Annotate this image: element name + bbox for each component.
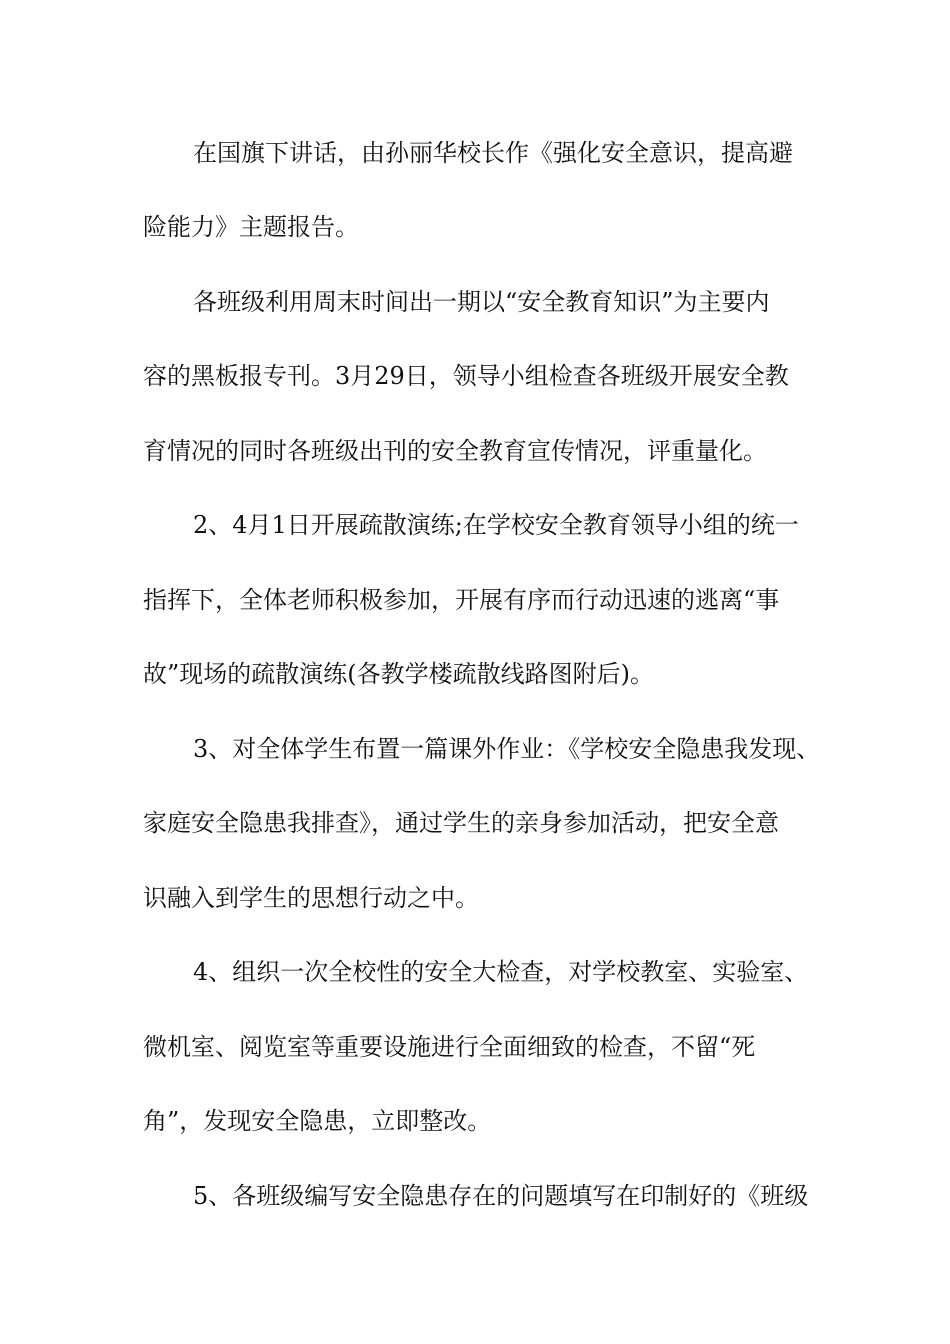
text-line: 容的黑板报专刊。3月29日，领导小组检查各班级开展安全教 — [143, 362, 789, 390]
text-line: 角”，发现安全隐患，立即整改。 — [143, 1107, 492, 1135]
text-line: 各班级利用周末时间出一期以“安全教育知识”为主要内 — [193, 288, 770, 316]
text-line: 4、组织一次全校性的安全大检查，对学校教室、实验室、 — [193, 958, 809, 986]
text-line: 险能力》主题报告。 — [143, 213, 359, 241]
text-line: 识融入到学生的思想行动之中。 — [143, 884, 479, 912]
text-line: 在国旗下讲话，由孙丽华校长作《强化安全意识，提高避 — [193, 139, 793, 167]
text-line: 指挥下，全体老师积极参加，开展有序而行动迅速的逃离“事 — [143, 586, 780, 614]
text-line: 微机室、阅览室等重要设施进行全面细致的检查，不留“死 — [143, 1033, 756, 1061]
text-line: 2、4月1日开展疏散演练;在学校安全教育领导小组的统一 — [193, 511, 799, 539]
text-line: 5、各班级编写安全隐患存在的问题填写在印制好的《班级 — [193, 1182, 809, 1210]
text-line: 故”现场的疏散演练(各教学楼疏散线路图附后)。 — [143, 660, 654, 688]
text-line: 育情况的同时各班级出刊的安全教育宣传情况，评重量化。 — [143, 437, 767, 465]
text-line: 家庭安全隐患我排查》，通过学生的亲身参加活动，把安全意 — [143, 809, 779, 837]
text-line: 3、对全体学生布置一篇课外作业：《学校安全隐患我发现、 — [193, 735, 821, 763]
